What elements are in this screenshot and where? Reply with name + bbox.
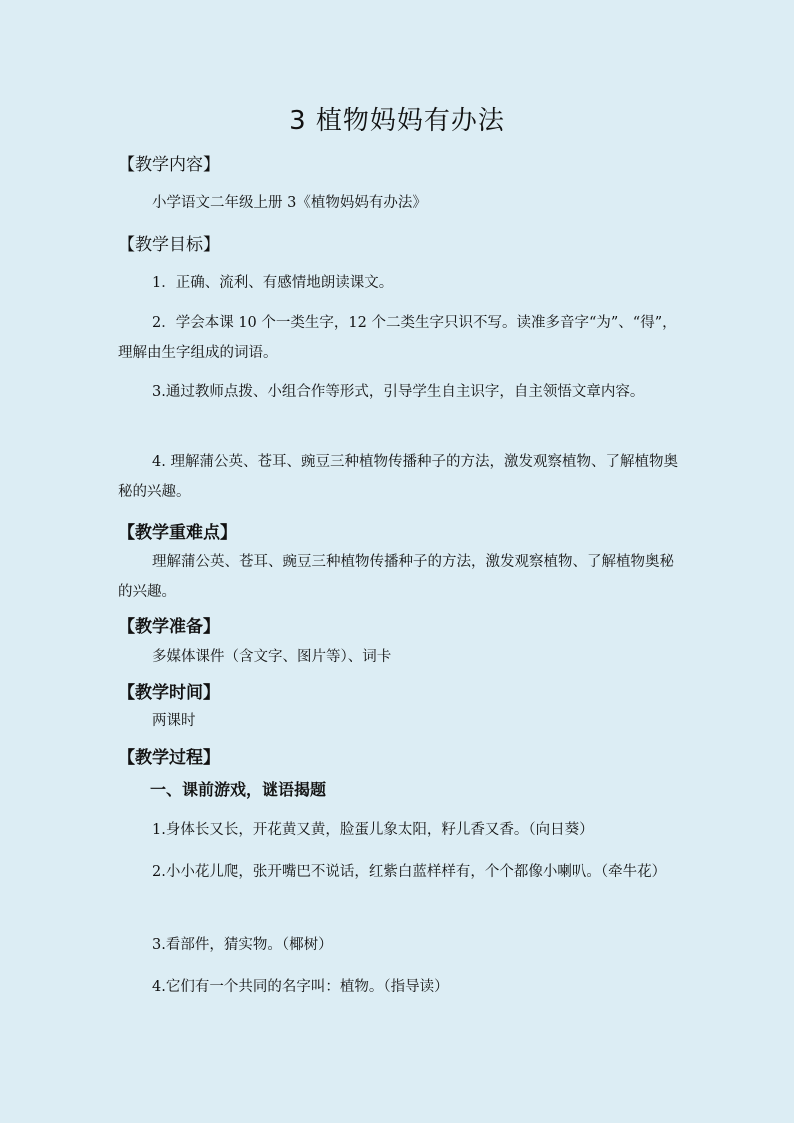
- section-heading-time: 【教学时间】: [118, 683, 220, 703]
- step-heading-1: 一、课前游戏，谜语揭题: [150, 780, 327, 799]
- goal-item-4: 4. 理解蒲公英、苍耳、豌豆三种植物传播种子的方法，激发观察植物、了解植物奥秘的兴趣。: [118, 454, 678, 500]
- goal-item-1: 1．正确、流利、有感情地朗读课文。: [152, 275, 394, 291]
- goal-item-2: 2．学会本课 10 个一类生字，12 个二类生字只识不写。读准多音字“为”、“得”，理解由生字组成的词语。: [118, 315, 677, 361]
- riddle-item-1: 1.身体长又长，开花黄又黄，脸蛋儿象太阳，籽儿香又香。（向日葵）: [152, 822, 594, 838]
- section-heading-content: 【教学内容】: [118, 155, 220, 175]
- riddle-item-4: 4.它们有一个共同的名字叫：植物。（指导读）: [152, 979, 449, 995]
- section-heading-key-points: 【教学重难点】: [118, 523, 237, 543]
- document-title: 3 植物妈妈有办法: [289, 106, 505, 136]
- section-heading-goals: 【教学目标】: [118, 235, 220, 255]
- time-text: 两课时: [152, 713, 196, 729]
- key-points-text: 理解蒲公英、苍耳、豌豆三种植物传播种子的方法，激发观察植物、了解植物奥秘的兴趣。: [118, 554, 674, 600]
- riddle-item-2: 2.小小花儿爬，张开嘴巴不说话，红紫白蓝样样有，个个都像小喇叭。（牵牛花）: [152, 864, 667, 880]
- section-heading-preparation: 【教学准备】: [118, 617, 220, 637]
- riddle-item-3: 3.看部件，猜实物。（椰树）: [152, 937, 333, 953]
- content-text: 小学语文二年级上册 3《植物妈妈有办法》: [152, 195, 427, 211]
- section-heading-process: 【教学过程】: [118, 748, 220, 768]
- preparation-text: 多媒体课件（含文字、图片等）、词卡: [152, 649, 392, 665]
- goal-item-3: 3.通过教师点拨、小组合作等形式，引导学生自主识字，自主领悟文章内容。: [152, 384, 645, 400]
